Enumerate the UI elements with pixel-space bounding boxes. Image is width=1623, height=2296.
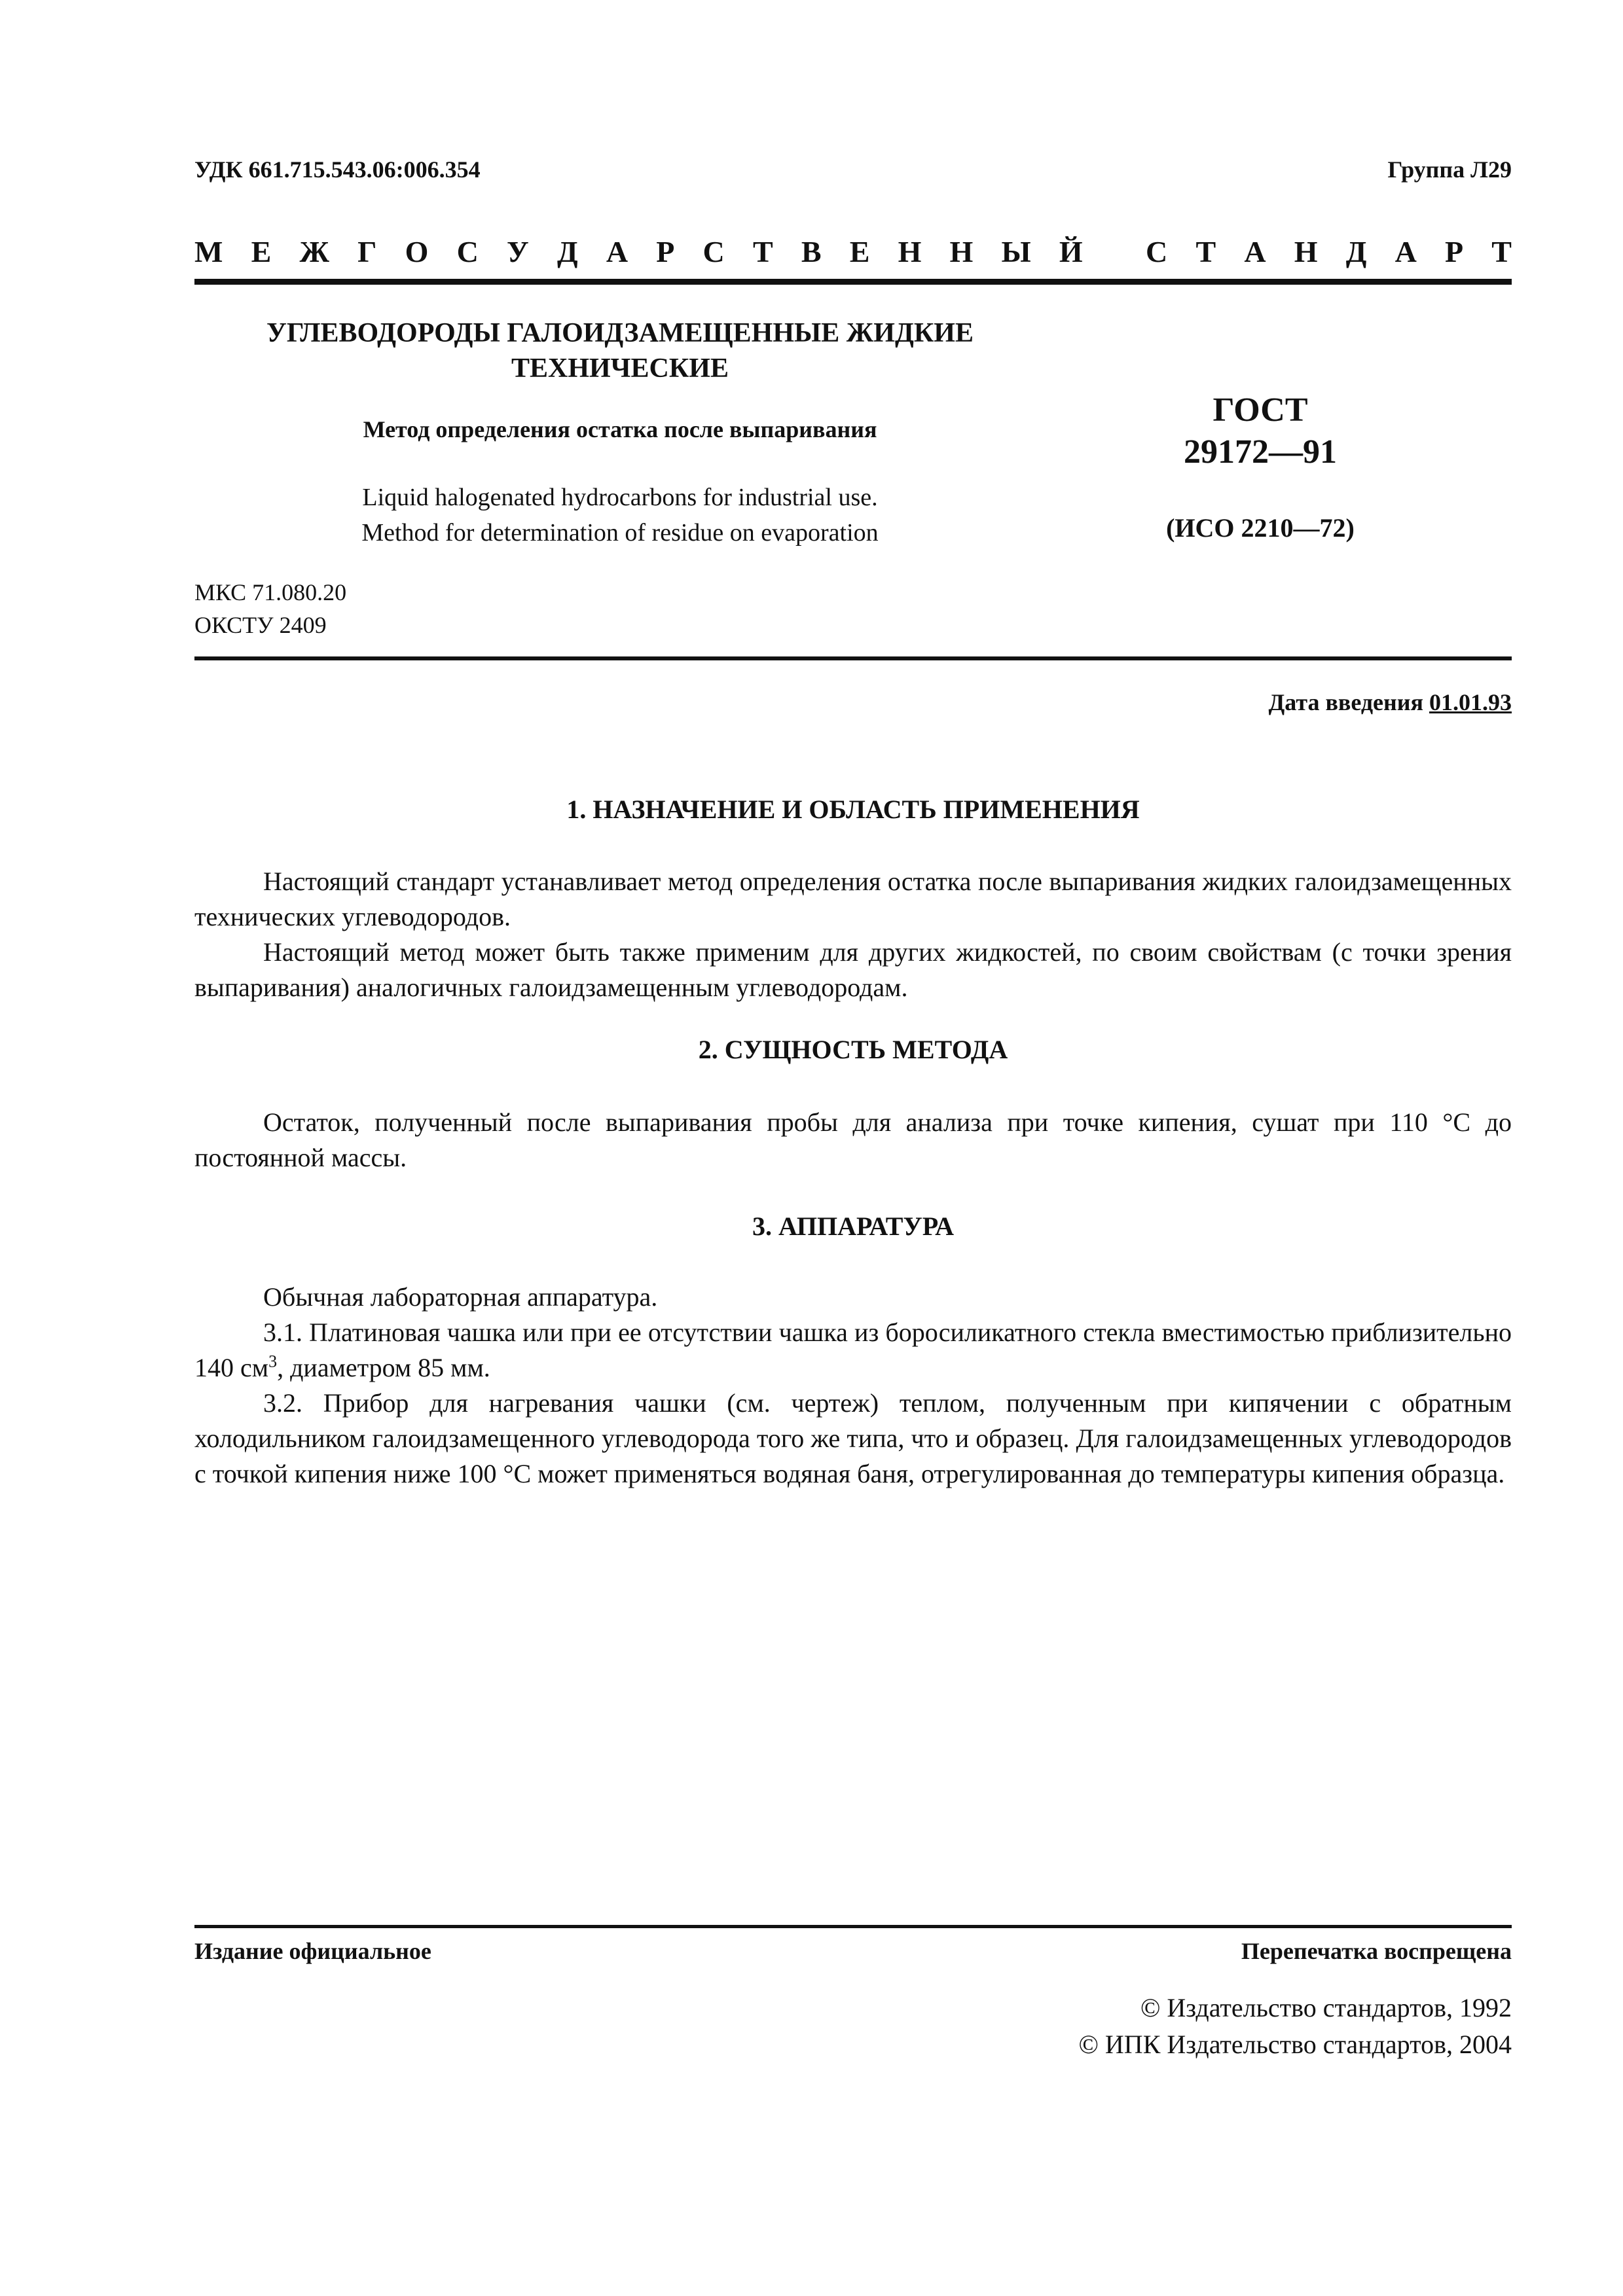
document-title: [194, 315, 1046, 386]
gost-label: ГОСТ: [1213, 391, 1308, 429]
section-3-paragraph-2: [194, 1315, 1512, 1386]
section-3-heading: 3. АППАРАТУРА: [752, 1211, 954, 1241]
introduction-date-label: Дата введения: [1268, 689, 1423, 715]
header-rule: [194, 279, 1512, 285]
banner-letter-6: У: [507, 234, 529, 268]
banner-letter-4: О: [405, 234, 429, 268]
copyright-line-2: © ИПК Издательство стандартов, 2004: [1078, 2030, 1512, 2059]
banner-letter-1: Е: [251, 234, 272, 268]
banner-letter-24: Р: [1444, 234, 1464, 268]
section-3-item-3-1-tail: , диаметром 85 мм.: [277, 1353, 490, 1382]
banner-letter-12: В: [801, 234, 822, 268]
banner-letter-25: Т: [1491, 234, 1512, 268]
section-1-heading: 1. НАЗНАЧЕНИЕ И ОБЛАСТЬ ПРИМЕНЕНИЯ: [566, 795, 1140, 824]
english-title: [194, 480, 1046, 550]
document-title-line-2: ТЕХНИЧЕСКИЕ: [511, 353, 729, 384]
introduction-date-value: 01.01.93: [1429, 689, 1512, 715]
group-code: Группа Л29: [1387, 156, 1512, 183]
banner-letter-11: Т: [752, 234, 773, 268]
banner-letter-20: А: [1244, 234, 1266, 268]
section-1-paragraph-1: Настоящий стандарт устанавливает метод определения остатка после выпаривания жидких галоидзамещенных технических углеводородов.: [194, 867, 1512, 931]
banner-letter-19: Т: [1195, 234, 1216, 268]
banner-letter-23: А: [1395, 234, 1417, 268]
banner-letter-8: А: [606, 234, 629, 268]
official-edition-label: Издание официальное: [194, 1938, 431, 1964]
section-2-paragraph-1: Остаток, полученный после выпаривания пробы для анализа при точке кипения, сушат при 110 °С до постоянной массы.: [194, 1107, 1512, 1172]
document-title-line-1: УГЛЕВОДОРОДЫ ГАЛОИДЗАМЕЩЕННЫЕ ЖИДКИЕ: [266, 318, 974, 348]
banner-letter-17: Й: [1059, 234, 1083, 268]
reprint-prohibited-label: Перепечатка воспрещена: [1241, 1938, 1512, 1964]
section-1-paragraph-2: Настоящий метод может быть также применим для других жидкостей, по своим свойствам (с точки зрения выпаривания) аналогичных галоидзамещенным углеводородам.: [194, 937, 1512, 1002]
banner-letter-16: Ы: [1001, 234, 1031, 268]
section-2-heading: 2. СУЩНОСТЬ МЕТОДА: [698, 1035, 1008, 1064]
banner-letter-21: Н: [1294, 234, 1318, 268]
introduction-date: [1269, 689, 1512, 716]
banner-letter-3: Г: [357, 234, 377, 268]
footer-rule: [194, 1925, 1512, 1928]
copyright-line-1: © Издательство стандартов, 1992: [1140, 1993, 1512, 2022]
copyright-notices: [1079, 1990, 1512, 2063]
udk-code: УДК 661.715.543.06:006.354: [194, 156, 481, 183]
banner-letter-13: Е: [849, 234, 870, 268]
banner-letter-18: С: [1146, 234, 1168, 268]
gost-code: 29172—91: [1184, 433, 1337, 471]
english-title-line-2: Method for determination of residue on evaporation: [361, 519, 879, 547]
section-3-body: [194, 1280, 1512, 1492]
banner-letter-0: М: [194, 234, 223, 268]
mks-code: МКС 71.080.20: [194, 579, 347, 605]
okstu-code: ОКСТУ 2409: [194, 612, 327, 638]
interstate-standard-banner: [194, 233, 1512, 270]
section-2-body: [194, 1105, 1512, 1175]
banner-letter-7: Д: [556, 234, 578, 268]
document-subtitle: Метод определения остатка после выпаривания: [363, 416, 877, 442]
superscript-cubic: 3: [268, 1352, 278, 1371]
banner-letter-10: С: [702, 234, 725, 268]
banner-letter-14: Н: [898, 234, 922, 268]
banner-letter-22: Д: [1345, 234, 1367, 268]
section-1-body: [194, 864, 1512, 1005]
title-block-rule: [194, 656, 1512, 660]
banner-letter-9: Р: [656, 234, 675, 268]
iso-reference: (ИСО 2210—72): [1166, 513, 1355, 543]
section-3-paragraph-1: Обычная лабораторная аппаратура.: [263, 1282, 658, 1312]
banner-letter-15: Н: [949, 234, 974, 268]
section-3-paragraph-3: 3.2. Прибор для нагревания чашки (см. чертеж) теплом, полученным при кипячении с обратным холодильником галоидзамещенного углеводорода того же типа, что и образец. Для галоидзамещенных углеводородов с точкой кипения ниже 100 °С может применяться водяная баня, отрегулированная до температуры кипения образца.: [194, 1388, 1512, 1488]
section-3-item-3-1-text: 3.1. Платиновая чашка или при ее отсутствии чашка из боросиликатного стекла вместимостью приблизительно 140 см: [194, 1318, 1512, 1382]
english-title-line-1: Liquid halogenated hydrocarbons for industrial use.: [362, 484, 878, 511]
gost-number: [1126, 389, 1395, 473]
classification-codes: [194, 576, 346, 641]
banner-letter-5: С: [456, 234, 479, 268]
banner-letter-2: Ж: [299, 234, 329, 268]
